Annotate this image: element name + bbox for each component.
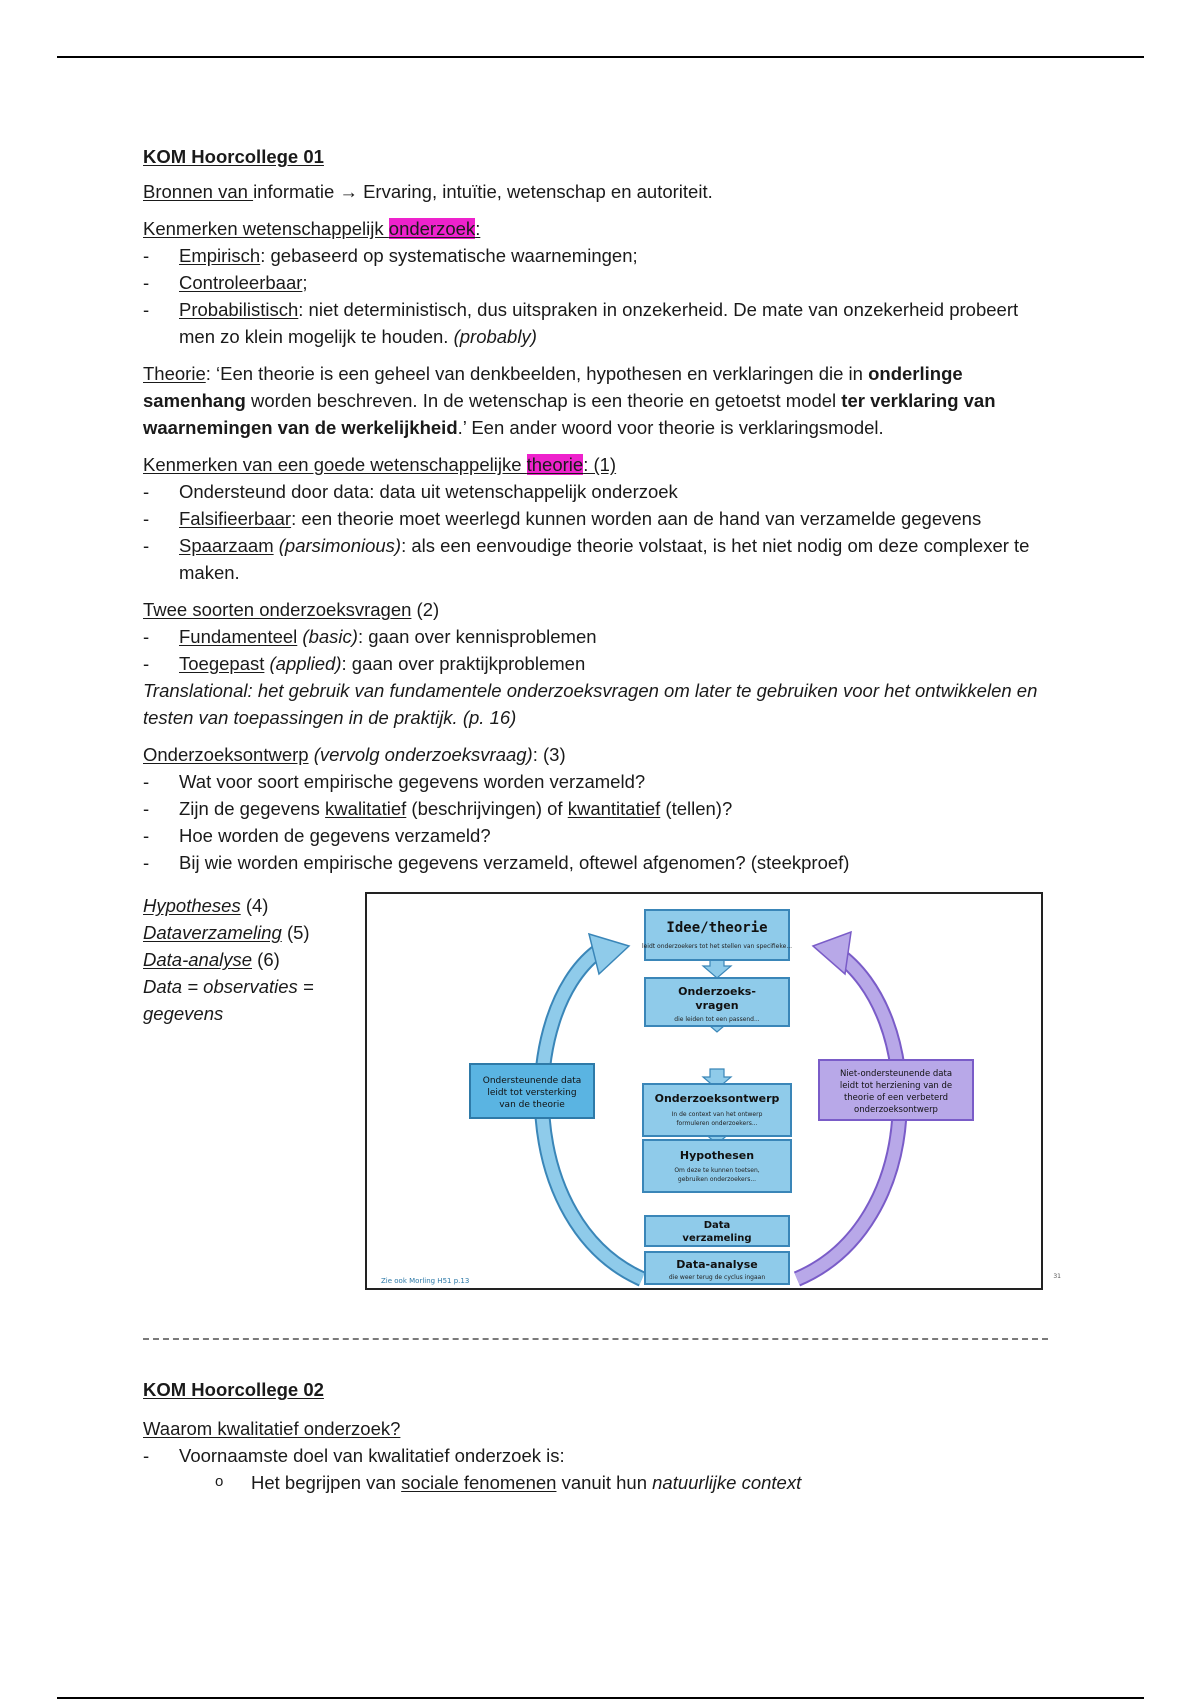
heading-a: Kenmerken van een goede wetenschappelijke bbox=[143, 454, 527, 475]
italic-note: (vervolg onderzoeksvraag) bbox=[308, 744, 533, 765]
box-vragen-title-1: Onderzoeks- bbox=[678, 985, 756, 998]
text: (tellen)? bbox=[660, 798, 733, 819]
text: : als een eenvoudige theorie volstaat, is het niet nodig om deze complexer te maken. bbox=[179, 535, 1030, 583]
section-divider bbox=[143, 1338, 1048, 1340]
text: : gaan over praktijkproblemen bbox=[341, 653, 586, 674]
list-item bbox=[143, 849, 1043, 876]
list-item bbox=[143, 1442, 1043, 1469]
text: : gaan over kennisproblemen bbox=[357, 626, 597, 647]
term: Probabilistisch bbox=[179, 299, 299, 320]
kenmerken-list bbox=[143, 242, 1043, 350]
waarom-sublist bbox=[143, 1469, 1043, 1496]
ontwerp-list bbox=[143, 768, 1043, 876]
italic-note: (probably) bbox=[453, 326, 537, 347]
italic-text: natuurlijke context bbox=[652, 1472, 802, 1493]
box-analyse-sub: die weer terug de cyclus ingaan bbox=[668, 1274, 766, 1281]
box-ontwerp-sub-1: In de context van het ontwerp bbox=[671, 1111, 763, 1118]
term: Falsifieerbaar bbox=[179, 508, 292, 529]
research-cycle-figure bbox=[365, 892, 1061, 1290]
text: Het begrijpen van bbox=[251, 1472, 402, 1493]
right-box-line-1: Niet-ondersteunende data bbox=[839, 1069, 953, 1079]
text: vanuit hun bbox=[556, 1472, 653, 1493]
term: Data-analyse bbox=[143, 949, 253, 970]
kenmerken-heading bbox=[143, 215, 1043, 242]
left-box-line-3: van de theorie bbox=[499, 1100, 565, 1110]
arrowhead-icon bbox=[589, 934, 629, 974]
term: Toegepast bbox=[179, 653, 265, 674]
term: Fundamenteel bbox=[179, 626, 298, 647]
step-notes bbox=[143, 892, 362, 1027]
box-hypothesen-title: Hypothesen bbox=[679, 1149, 755, 1162]
italic-note: (basic) bbox=[297, 626, 358, 647]
list-item bbox=[215, 1469, 1043, 1496]
kenmerken-heading-highlight: onderzoek bbox=[388, 218, 476, 239]
heading-b: : (1) bbox=[583, 454, 617, 475]
box-vragen-sub: die leiden tot een passend... bbox=[674, 1016, 760, 1023]
term: Empirisch bbox=[179, 245, 261, 266]
box-hypothesen-sub-2: gebruiken onderzoekers... bbox=[677, 1176, 757, 1183]
box-idee-title: Idee/theorie bbox=[666, 920, 768, 936]
figure-footnote: Zie ook Morling H51 p.13 bbox=[380, 1277, 470, 1285]
list-item bbox=[143, 795, 1043, 822]
waarom-heading bbox=[143, 1415, 1043, 1442]
heading: Waarom kwalitatief onderzoek? bbox=[143, 1418, 401, 1439]
text: Wat voor soort empirische gegevens worden verzameld? bbox=[179, 771, 646, 792]
heading-highlight: theorie bbox=[526, 454, 584, 475]
box-ontwerp-title: Onderzoeksontwerp bbox=[654, 1092, 780, 1105]
translational-note: Translational: het gebruik van fundamentele onderzoeksvragen om later te gebruiken voor het ontwikkelen en testen van toepassingen in de praktijk. (p. 16) bbox=[143, 680, 1038, 728]
soorten-heading bbox=[143, 596, 1043, 623]
term: Hypotheses bbox=[143, 895, 241, 916]
box-verzameling-title-2: verzameling bbox=[682, 1233, 752, 1244]
theorie-term: Theorie bbox=[143, 363, 206, 384]
list-item bbox=[143, 532, 1043, 586]
list-item bbox=[143, 768, 1043, 795]
note-item bbox=[143, 919, 362, 946]
text: ; bbox=[302, 272, 308, 293]
text: : gebaseerd op systematische waarnemingen; bbox=[260, 245, 638, 266]
bronnen-label-2: informatie bbox=[253, 181, 335, 202]
box-verzameling-title-1: Data bbox=[703, 1220, 731, 1231]
text: Bij wie worden empirische gegevens verzameld, oftewel afgenomen? (steekproef) bbox=[179, 852, 850, 873]
text: Ondersteund door data: data uit wetenschappelijk onderzoek bbox=[179, 481, 678, 502]
term: kwantitatief bbox=[567, 798, 661, 819]
term: kwalitatief bbox=[325, 798, 407, 819]
waarom-list bbox=[143, 1442, 1043, 1469]
list-item bbox=[143, 623, 1043, 650]
term: Dataverzameling bbox=[143, 922, 282, 943]
note-item bbox=[143, 946, 362, 973]
text: : ‘Een theorie is een geheel van denkbeelden, hypothesen en verklaringen die in bbox=[205, 363, 869, 384]
kenmerken-heading-b: : bbox=[475, 218, 481, 239]
bronnen-line bbox=[143, 178, 1043, 205]
text: Voornaamste doel van kwalitatief onderzoek is: bbox=[179, 1445, 565, 1466]
right-box-line-2: leidt tot herziening van de bbox=[839, 1081, 953, 1091]
term: sociale fenomenen bbox=[401, 1472, 557, 1493]
text: : niet deterministisch, dus uitspraken in onzekerheid. De mate van onzekerheid probeert men zo klein mogelijk te houden. bbox=[179, 299, 1019, 347]
text: (beschrijvingen) of bbox=[406, 798, 568, 819]
box-ontwerp-sub-2: formuleren onderzoekers... bbox=[676, 1120, 758, 1127]
text: .’ Een ander woord voor theorie is verklaringsmodel. bbox=[457, 417, 884, 438]
text: Hoe worden de gegevens verzameld? bbox=[179, 825, 491, 846]
left-box-line-2: leidt tot versterking bbox=[487, 1088, 577, 1098]
list-item bbox=[143, 505, 1043, 532]
text: : een theorie moet weerlegd kunnen worden aan de hand van verzamelde gegevens bbox=[291, 508, 982, 529]
section-number: (4) bbox=[240, 895, 269, 916]
page-top-rule bbox=[57, 56, 1144, 58]
cycle-diagram bbox=[367, 894, 1075, 1288]
list-item bbox=[143, 478, 1043, 505]
note-item: Data = observaties = gegevens bbox=[143, 976, 314, 1024]
section-number: (2) bbox=[411, 599, 440, 620]
left-box-line-1: Ondersteunende data bbox=[482, 1076, 582, 1086]
list-item bbox=[143, 822, 1043, 849]
bold-text: ter verklaring van waarnemingen van de werkelijkheid bbox=[143, 390, 996, 438]
box-hypothesen bbox=[643, 1140, 791, 1192]
arrowhead-icon bbox=[813, 932, 851, 974]
theorie-paragraph bbox=[143, 360, 1043, 441]
ontwerp-heading bbox=[143, 741, 1043, 768]
text: Zijn de gegevens bbox=[179, 798, 326, 819]
lecture-1-title: KOM Hoorcollege 01 bbox=[143, 146, 324, 167]
section-number: (6) bbox=[252, 949, 280, 970]
right-box-line-4: onderzoeksontwerp bbox=[853, 1105, 938, 1115]
document-body bbox=[143, 143, 1061, 1496]
bold-text: onderlinge samenhang bbox=[143, 363, 963, 411]
lecture-2-title: KOM Hoorcollege 02 bbox=[143, 1379, 324, 1400]
italic-note: (parsimonious) bbox=[273, 535, 402, 556]
slide-number: 31 bbox=[1053, 1273, 1061, 1280]
term: Spaarzaam bbox=[179, 535, 274, 556]
heading: Onderzoeksontwerp bbox=[143, 744, 309, 765]
italic-note: (applied) bbox=[264, 653, 342, 674]
right-box-line-3: theorie of een verbeterd bbox=[843, 1093, 949, 1103]
page-bottom-rule bbox=[57, 1697, 1144, 1699]
list-item bbox=[143, 650, 1043, 677]
list-item bbox=[143, 242, 1043, 269]
box-vragen-title-2: vragen bbox=[695, 999, 739, 1012]
term: Controleerbaar bbox=[179, 272, 303, 293]
box-idee-sub: leidt onderzoekers tot het stellen van specifieke... bbox=[641, 943, 793, 950]
text: worden beschreven. In de wetenschap is een theorie en getoetst model bbox=[245, 390, 842, 411]
heading: Twee soorten onderzoeksvragen bbox=[143, 599, 412, 620]
section-number: (5) bbox=[281, 922, 310, 943]
goede-theorie-heading bbox=[143, 451, 1043, 478]
notes-and-figure-row bbox=[143, 892, 1061, 1290]
box-analyse-title: Data-analyse bbox=[676, 1258, 758, 1271]
bronnen-text: Ervaring, intuïtie, wetenschap en autoriteit. bbox=[363, 181, 713, 202]
box-hypothesen-sub-1: Om deze te kunnen toetsen, bbox=[674, 1167, 760, 1174]
arrow-icon: → bbox=[334, 181, 364, 202]
bronnen-label: Bronnen van bbox=[143, 181, 254, 202]
section-number: : (3) bbox=[532, 744, 566, 765]
kenmerken-heading-a: Kenmerken wetenschappelijk bbox=[143, 218, 389, 239]
soorten-list bbox=[143, 623, 1043, 677]
list-item bbox=[143, 296, 1043, 350]
goede-theorie-list bbox=[143, 478, 1043, 586]
list-item bbox=[143, 269, 1043, 296]
note-item bbox=[143, 892, 362, 919]
